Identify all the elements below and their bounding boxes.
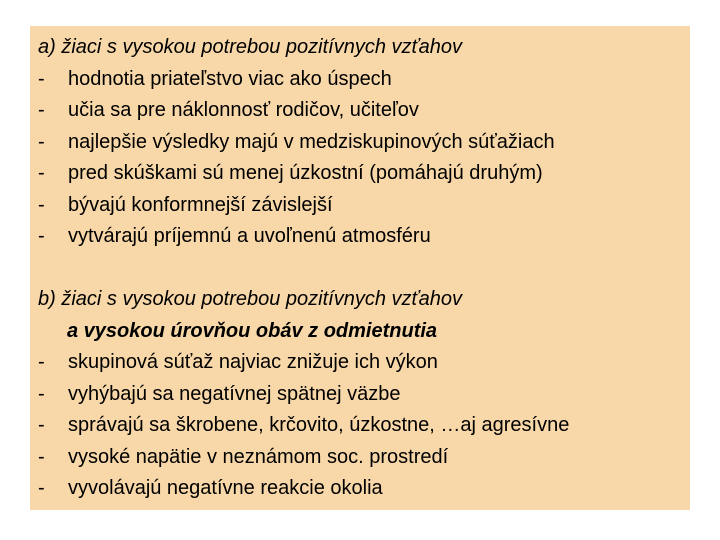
list-item-text: najlepšie výsledky majú v medziskupinových súťažiach [68,130,555,153]
list-item-text: vytvárajú príjemnú a uvoľnenú atmosféru [68,225,431,247]
list-item [38,64,688,96]
list-item [38,347,688,379]
bullet-dash: - [38,414,45,436]
bullet-dash: - [38,193,45,216]
section-b-heading: b) žiaci s vysokou potrebou pozitívnych vzťahov [38,288,462,310]
list-item [38,442,688,474]
list-item [38,190,688,222]
section-a [38,32,688,253]
list-item [38,95,688,127]
section-a-heading: a) žiaci s vysokou potrebou pozitívnych vzťahov [38,36,462,58]
bullet-dash: - [38,351,45,373]
list-item-text: vyvolávajú negatívne reakcie okolia [68,477,383,499]
list-item [38,473,688,505]
list-item-text: bývajú konformnejší závislejší [68,193,333,216]
bullet-dash: - [38,445,45,468]
list-item-text: správajú sa škrobene, krčovito, úzkostne, …aj agresívne [68,414,570,436]
list-item-text: učia sa pre náklonnosť rodičov, učiteľov [68,99,419,121]
bullet-dash: - [38,162,45,184]
bullet-dash: - [38,67,45,90]
bullet-dash: - [38,382,45,405]
list-item [38,221,688,253]
bullet-dash: - [38,477,45,499]
bullet-dash: - [38,225,45,247]
list-item [38,127,688,159]
list-item-text: pred skúškami sú menej úzkostní (pomáhajú druhým) [68,162,543,184]
section-b [38,284,688,505]
section-b-subheading: a vysokou úrovňou obáv z odmietnutia [67,319,438,342]
bullet-dash: - [38,130,45,153]
list-item [38,158,688,190]
slide-panel [30,26,690,510]
list-item-text: vyhýbajú sa negatívnej spätnej väzbe [68,382,401,405]
list-item [38,379,688,411]
list-item-text: hodnotia priateľstvo viac ako úspech [68,67,392,90]
list-item-text: skupinová súťaž najviac znižuje ich výkon [68,351,438,373]
list-item-text: vysoké napätie v neznámom soc. prostredí [68,445,449,468]
bullet-dash: - [38,99,45,121]
list-item [38,410,688,442]
